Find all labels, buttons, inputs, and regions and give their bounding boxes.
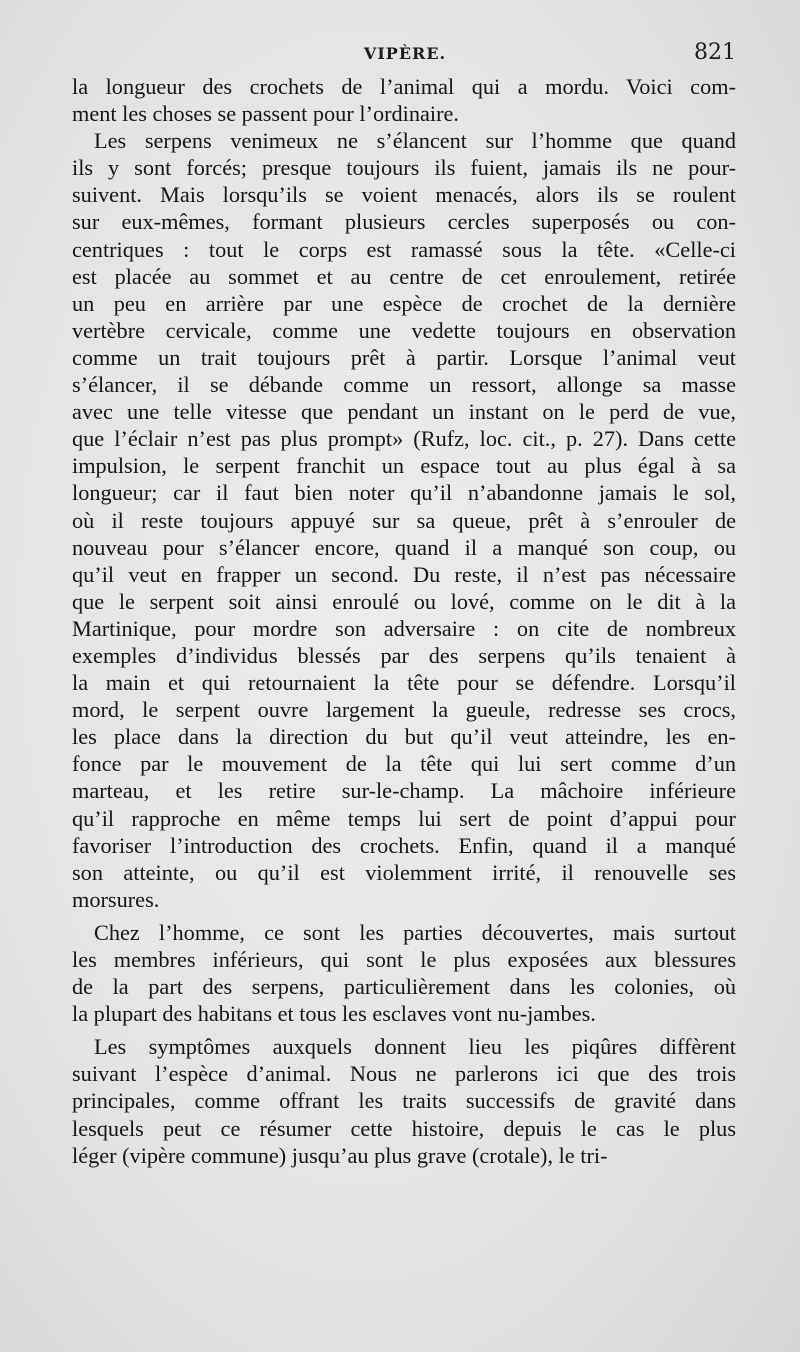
text-line: suivent. Mais lorsqu’ils se voient menacés, alors ils se roulent	[72, 182, 736, 208]
text-line: ils y sont forcés; presque toujours ils fuient, jamais ils ne pour-	[72, 155, 736, 181]
text-line: sur eux-mêmes, formant plusieurs cercles superposés ou con-	[72, 209, 736, 235]
text-line: mord, le serpent ouvre largement la gueule, redresse ses crocs,	[72, 697, 736, 723]
paragraph	[72, 1033, 736, 1168]
text-line: suivant l’espèce d’animal. Nous ne parlerons ici que des trois	[72, 1061, 736, 1087]
text-line: qu’il rapproche en même temps lui sert de point d’appui pour	[72, 805, 736, 831]
text-line: la main et qui retournaient la tête pour se défendre. Lorsqu’il	[72, 670, 736, 696]
paragraph	[72, 919, 736, 1027]
text-line: que l’éclair n’est pas plus prompt» (Rufz, loc. cit., p. 27). Dans cette	[72, 426, 736, 452]
text-line: ment les choses se passent pour l’ordinaire.	[72, 101, 459, 127]
text-line: marteau, et les retire sur-le-champ. La mâchoire inférieure	[72, 778, 736, 804]
text-line: qu’il veut en frapper un second. Du reste, il n’est pas nécessaire	[72, 561, 736, 587]
text-line: morsures.	[72, 886, 160, 912]
text-line: s’élancer, il se débande comme un ressort, allonge sa masse	[72, 372, 736, 398]
text-line: les membres inférieurs, qui sont le plus exposées aux blessures	[72, 947, 736, 972]
text-line: un peu en arrière par une espèce de crochet de la dernière	[72, 290, 736, 316]
text-line: longueur; car il faut bien noter qu’il n’abandonne jamais le sol,	[72, 480, 736, 506]
text-line: fonce par le mouvement de la tête qui lui sert comme d’un	[72, 751, 736, 777]
text-line: principales, comme offrant les traits successifs de gravité dans	[72, 1088, 736, 1114]
body-text	[72, 73, 736, 1169]
text-line: où il reste toujours appuyé sur sa queue, prêt à s’enrouler de	[72, 507, 736, 533]
text-line: de la part des serpens, particulièrement dans les colonies, où	[72, 974, 736, 1000]
text-line: impulsion, le serpent franchit un espace tout au plus égal à sa	[72, 453, 736, 479]
text-line: avec une telle vitesse que pendant un instant on le perd de vue,	[72, 399, 736, 425]
text-line: vertèbre cervicale, comme une vedette toujours en observation	[72, 317, 736, 343]
text-line: les place dans la direction du but qu’il veut atteindre, les en-	[72, 724, 736, 750]
text-line: favoriser l’introduction des crochets. Enfin, quand il a manqué	[72, 832, 736, 858]
text-line: centriques : tout le corps est ramassé sous la tête. «Celle-ci	[72, 236, 736, 262]
text-line: que le serpent soit ainsi enroulé ou lové, comme on le dit à la	[72, 588, 736, 614]
text-line: exemples d’individus blessés par des serpens qu’ils tenaient à	[72, 642, 736, 668]
text-line: Les symptômes auxquels donnent lieu les piqûres diffèrent	[94, 1034, 736, 1060]
text-line: lesquels peut ce résumer cette histoire, depuis le cas le plus	[72, 1115, 736, 1141]
text-line: Chez l’homme, ce sont les parties découvertes, mais surtout	[94, 919, 736, 945]
text-line: la longueur des crochets de l’animal qui a mordu. Voici com-	[72, 74, 736, 99]
text-line: est placée au sommet et au centre de cet enroulement, retirée	[72, 263, 736, 289]
page-number: 821	[694, 40, 736, 65]
text-line: son atteinte, ou qu’il est violemment irrité, il renouvelle ses	[72, 859, 736, 885]
page-header	[70, 40, 740, 74]
text-line: Martinique, pour mordre son adversaire : on cite de nombreux	[72, 615, 736, 641]
running-head: VIPÈRE.	[363, 44, 447, 63]
text-line: comme un trait toujours prêt à partir. Lorsque l’animal veut	[72, 344, 736, 370]
paragraph	[72, 127, 736, 913]
text-line: la plupart des habitans et tous les esclaves vont nu-jambes.	[72, 1001, 596, 1027]
paragraph	[72, 73, 736, 127]
text-line: léger (vipère commune) jusqu’au plus grave (crotale), le tri-	[72, 1142, 608, 1168]
text-line: nouveau pour s’élancer encore, quand il a manqué son coup, ou	[72, 534, 736, 560]
text-line: Les serpens venimeux ne s’élancent sur l’homme que quand	[94, 128, 736, 154]
